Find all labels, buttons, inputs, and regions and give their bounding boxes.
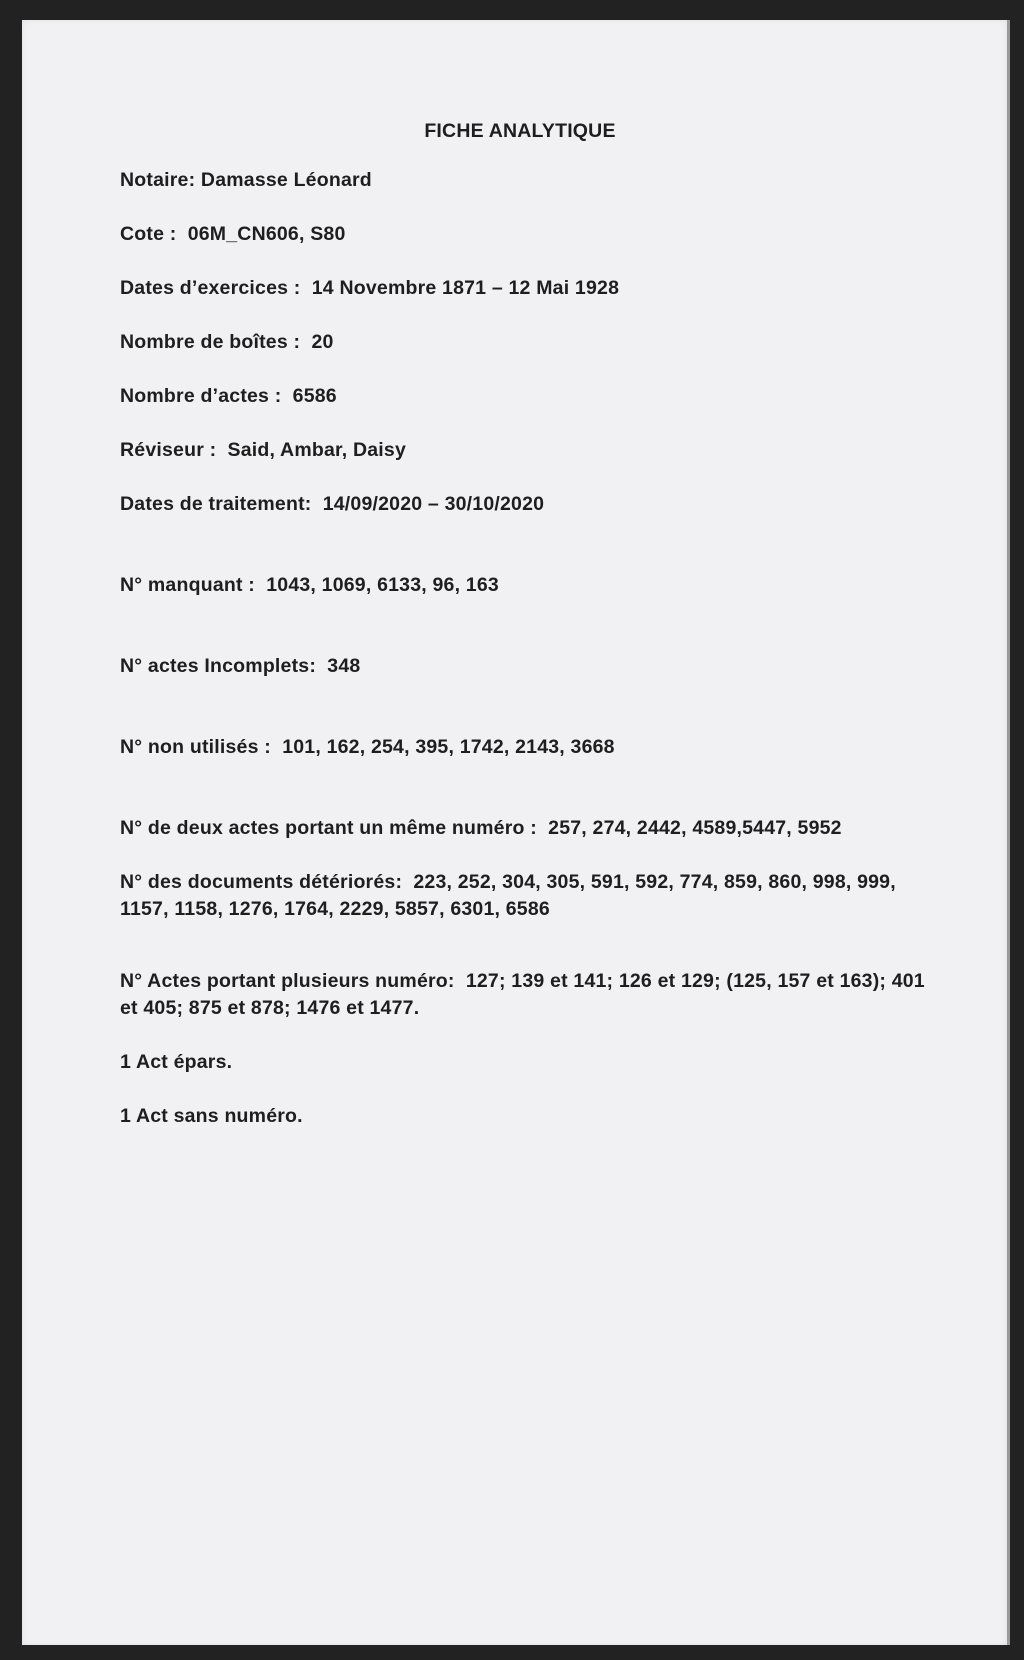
paper-edge <box>1007 20 1010 1645</box>
field-dates-traitement <box>120 491 930 518</box>
note-act-sans-numero: 1 Act sans numéro. <box>120 1105 303 1127</box>
field-value: 14 Novembre 1871 – 12 Mai 1928 <box>311 277 620 299</box>
field-value: 06M_CN606, S80 <box>187 223 346 245</box>
field-numeros-manquants <box>120 572 930 599</box>
field-reviseur <box>120 437 930 464</box>
field-label: Nombre de boîtes : <box>120 331 301 353</box>
field-label: N° Actes portant plusieurs numéro: <box>120 970 455 992</box>
field-label: Nombre d’actes : <box>120 385 282 407</box>
field-label: Dates d’exercices : <box>120 277 301 299</box>
field-cote <box>120 221 930 248</box>
field-documents-deteriores <box>120 869 930 923</box>
document-title: FICHE ANALYTIQUE <box>424 120 616 142</box>
field-actes-plusieurs-numeros <box>120 968 930 1022</box>
field-value: 1043, 1069, 6133, 96, 163 <box>266 574 499 596</box>
field-label: Cote : <box>120 223 177 245</box>
field-notaire <box>120 167 930 194</box>
field-value: 14/09/2020 – 30/10/2020 <box>322 493 545 515</box>
field-label: Réviseur : <box>120 439 217 461</box>
field-actes-incomplets <box>120 653 930 680</box>
field-label: N° des documents détériorés: <box>120 871 403 893</box>
document-body <box>120 120 930 1130</box>
field-value: 348 <box>327 655 361 677</box>
field-value: Damasse Léonard <box>200 169 372 191</box>
field-value: 6586 <box>292 385 337 407</box>
field-nombre-boites <box>120 329 930 356</box>
field-nombre-actes <box>120 383 930 410</box>
field-value: 20 <box>311 331 334 353</box>
field-value: 127; 139 et 141; 126 et 129; (125, 157 et 163); 401 et 405; 875 et 878; 1476 et 1477. <box>120 970 925 1019</box>
field-label: N° actes Incomplets: <box>120 655 317 677</box>
field-label: N° manquant : <box>120 574 255 596</box>
field-label: Notaire: <box>120 169 196 191</box>
field-value: Said, Ambar, Daisy <box>227 439 406 461</box>
field-non-utilises <box>120 734 930 761</box>
field-value: 223, 252, 304, 305, 591, 592, 774, 859, 860, 998, 999, 1157, 1158, 1276, 1764, 2229, 5857, 6301, 6586 <box>120 871 896 920</box>
field-value: 257, 274, 2442, 4589,5447, 5952 <box>548 817 842 839</box>
field-label: N° non utilisés : <box>120 736 271 758</box>
note-act-epars: 1 Act épars. <box>120 1051 233 1073</box>
field-value: 101, 162, 254, 395, 1742, 2143, 3668 <box>282 736 615 758</box>
field-label: N° de deux actes portant un même numéro : <box>120 817 537 839</box>
field-deux-actes-meme-numero <box>120 815 930 842</box>
field-label: Dates de traitement: <box>120 493 312 515</box>
field-dates-exercices <box>120 275 930 302</box>
